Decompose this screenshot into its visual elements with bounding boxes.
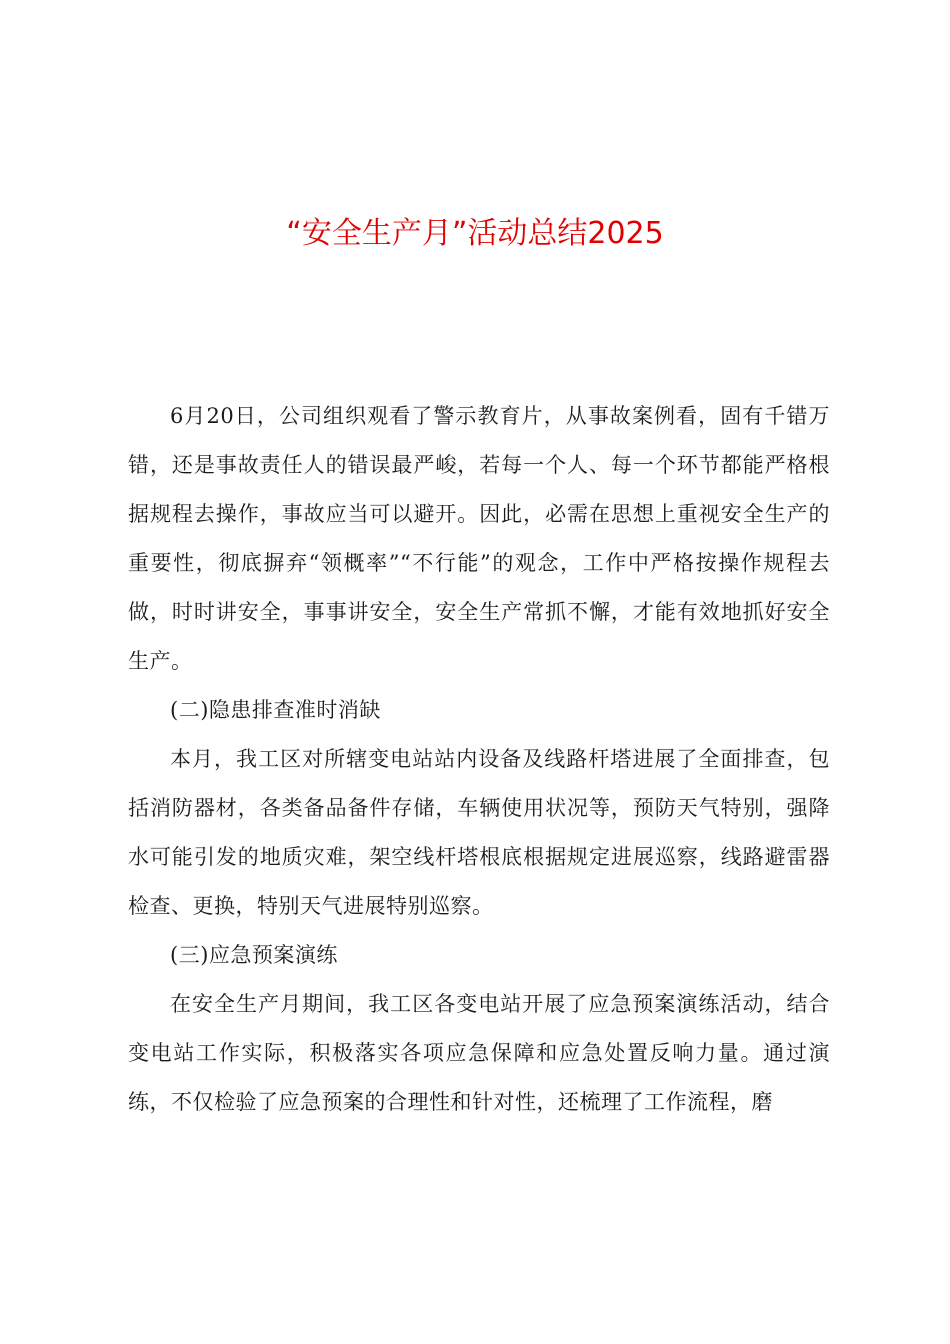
paragraph-hazard-check: 本月，我工区对所辖变电站站内设备及线路杆塔进展了全面排查，包括消防器材，各类备品备件存储，车辆使用状况等，预防天气特别，强降水可能引发的地质灾难，架空线杆塔根底根据规定进展巡察，线路避雷器检查、更换，特别天气进展特别巡察。 xyxy=(128,747,830,918)
paragraph-emergency-drill: 在安全生产月期间，我工区各变电站开展了应急预案演练活动，结合变电站工作实际，积极落实各项应急保障和应急处置反响力量。通过演练，不仅检验了应急预案的合理性和针对性，还梳理了工作流程，磨 xyxy=(128,992,830,1114)
document-body xyxy=(128,392,830,1127)
section-heading-emergency-drill: (三)应急预案演练 xyxy=(170,943,338,967)
paragraph-warning-education: 6月20日，公司组织观看了警示教育片，从事故案例看，固有千错万错，还是事故责任人的错误最严峻，若每一个人、每一个环节都能严格根据规程去操作，事故应当可以避开。因此，必需在思想上重视安全生产的重要性，彻底摒弃“领概率”“不行能”的观念，工作中严格按操作规程去做，时时讲安全，事事讲安全，安全生产常抓不懈，才能有效地抓好安全生产。 xyxy=(128,404,830,673)
document-title: “安全生产月”活动总结2025 xyxy=(286,216,664,251)
section-heading-hazard-check: (二)隐患排查准时消缺 xyxy=(170,698,381,722)
